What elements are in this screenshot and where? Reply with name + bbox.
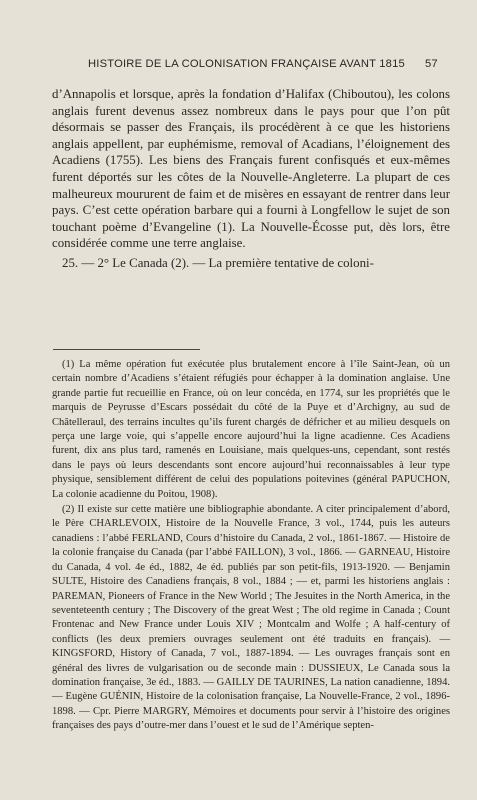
main-text: [52, 86, 450, 272]
running-header: [88, 58, 438, 70]
footnote-divider: [53, 349, 200, 350]
body-paragraph: d’Annapolis et lorsque, après la fondation d’Halifax (Chiboutou), les colons anglais furent devenus assez nombreux dans le pays pour que l’on pût désormais se passer des Français, ils procédèrent à ce que les historiens anglais appellent, par euphémisme, removal of Acadians, l’éloignement des Acadiens (1755). Les biens des Français furent confisqués et eux-mêmes furent déportés sur les côtes de la Nouvelle-Angleterre. La plupart de ces malheureux moururent de faim et de misères en essayant de rentrer dans leur pays. C’est cette opération barbare qui a fourni à Longfellow le sujet de son touchant poème d’Evangeline (1). La Nouvelle-Écosse put, dès lors, être considérée comme une terre anglaise.: [52, 87, 450, 251]
footnotes: [52, 358, 450, 734]
footnote-2: (2) Il existe sur cette matière une bibliographie abondante. A citer principalement d’abord, le Père CHARLEVOIX, Histoire de la Nouvelle France, 3 vol., 1744, puis les auteurs canadiens : l’abbé FERLAND, Cours d’histoire du Canada, 2 vol., 1861-1867. — Histoire de la colonie française du Canada (par l’abbé FAILLON), 3 vol., 1866. — GARNEAU, Histoire du Canada, 4 vol. 4e éd., 1882, 4e éd. publiés par son petit-fils, 1913-1920. — Benjamin SULTE, Histoire des Canadiens français, 8 vol., 1884 ; — et, parmi les historiens anglais : PAREMAN, Pioneers of France in the New World ; The Jesuites in the North America, in the seventeteenth century ; The Discovery of the great West ; The old regime in Canada ; Count Frontenac and New France under Louis XIV ; Montcalm and Wolfe ; A half-century of conflicts (les deux premiers ouvrages seulement ont été traduits en français). — KINGSFORD, History of Canada, 7 vol., 1887-1894. — Les ouvrages français sont en général des livres de vulgarisation ou de seconde main : DUSSIEUX, Le Canada sous la domination française, 3e éd., 1883. — GAILLY DE TAURINES, La nation canadienne, 1894. — Eugène GUÉNIN, Histoire de la colonisation française, La Nouvelle-France, 2 vol., 1896-1898. — Cpr. Pierre MARGRY, Mémoires et documents pour servir à l’histoire des origines françaises des pays d’outre-mer dans l’ouest et le sud de l’Amérique septen-: [52, 504, 450, 732]
section-heading-25: 25. — 2° Le Canada (2). — La première tentative de coloni-: [62, 255, 374, 270]
page-number: 57: [424, 58, 438, 70]
running-title: HISTOIRE DE LA COLONISATION FRANÇAISE AVANT 1815: [88, 58, 405, 70]
footnote-1: (1) La même opération fut exécutée plus brutalement encore à l’île Saint-Jean, où un certain nombre d’Acadiens s’étaient réfugiés pour échapper à la domination anglaise. Une grande partie fut recueillie en France, où on leur concéda, en 1774, sur les propriétés que le marquis de Peyrusse d’Escars possédait du côté de la Puye et d’Archigny, au sud de Châtelleraul, des terrains incultes qu’ils furent chargés de défricher et au milieu desquels on perça une large voie, qui s’appelle encore aujourd’hui la ligne acadienne. Ces Acadiens furent, dix ans plus tard, ramenés en Louisiane, mais quelques-uns, cependant, sont restés dans le pays où leurs descendants sont encore aujourd’hui reconnaissables à leur type physique, sensiblement différent de celui des populations poitevines (général PAPUCHON, La colonie acadienne du Poitou, 1908).: [52, 359, 450, 500]
